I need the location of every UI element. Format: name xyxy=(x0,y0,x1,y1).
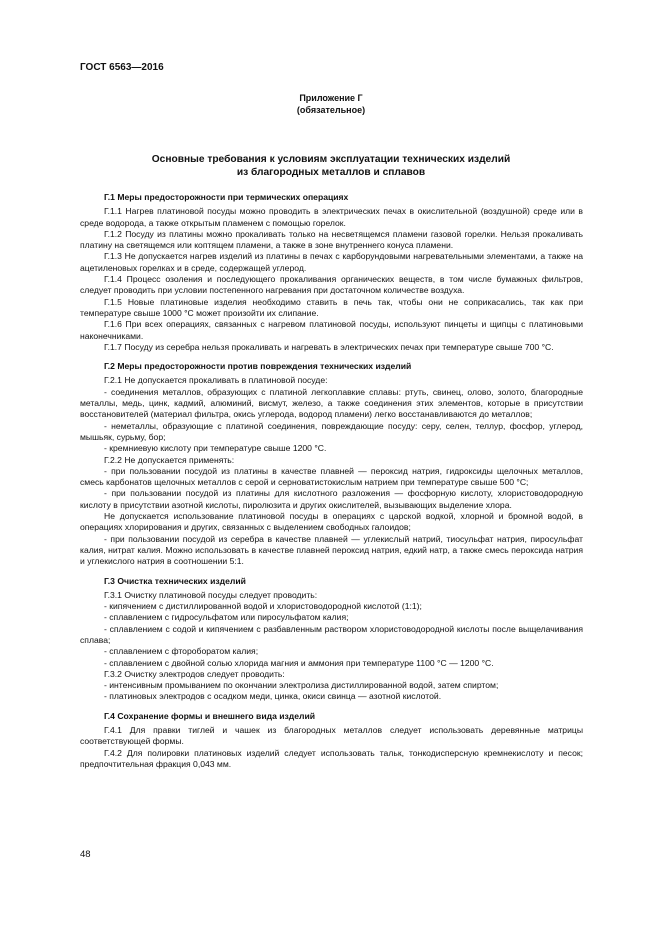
title-line-1: Основные требования к условиям эксплуатации технических изделий xyxy=(151,154,511,165)
list-item: - при пользовании посудой из платины в качестве плавней — пероксид натрия, гидроксиды щелочных металлов, смесь карбонатов щелочных металлов с серой и серноватистокислым натрием при температуре свыше 500 °С; xyxy=(80,465,583,488)
document-body xyxy=(80,192,583,770)
section-heading-g4: Г.4 Сохранение формы и внешнего вида изделий xyxy=(104,710,316,721)
list-item: - интенсивным промыванием по окончании электролиза дистиллированной водой, затем спиртом; xyxy=(104,680,499,691)
page-number: 48 xyxy=(80,849,91,860)
paragraph: Г.1.2 Посуду из платины можно прокаливать только на несветящемся пламени газовой горелки. Нельзя прокаливать платину на светящемся или коптящем пламени, а также в зоне внутреннего конуса пламени. xyxy=(80,228,583,251)
paragraph: Г.1.5 Новые платиновые изделия необходимо ставить в печь так, чтобы они не соприкасались, так как при температуре свыше 1000 °С может произойти их слипание. xyxy=(80,296,583,318)
appendix-title xyxy=(80,153,582,179)
appendix-heading xyxy=(80,92,582,116)
paragraph: Г.3.1 Очистку платиновой посуды следует проводить: xyxy=(104,589,318,600)
appendix-status: (обязательное) xyxy=(296,105,366,115)
list-item: - неметаллы, образующие с платиной соединения, повреждающие посуду: серу, селен, теллур, фосфор, углерод, мышьяк, сурьму, бор; xyxy=(80,420,583,442)
paragraph: Г.2.1 Не допускается прокаливать в платиновой посуде: xyxy=(104,375,328,386)
paragraph: Г.1.4 Процесс озоления и последующего прокаливания органических веществ, в том числе бумажных фильтров, следует проводить при условии постепенного нагревания при достаточном количестве воздуха. xyxy=(80,274,583,296)
paragraph: Г.2.2 Не допускается применять: xyxy=(104,454,235,465)
list-item: - кипячением с дистиллированной водой и хлористоводородной кислотой (1:1); xyxy=(104,601,422,612)
list-item: - кремниевую кислоту при температуре свыше 1200 °С. xyxy=(104,443,327,454)
list-item: - при пользовании посудой из серебра в качестве плавней — углекислый натрий, тиосульфат натрия, пиросульфат калия, нитрат калия. Можно использовать в качестве плавней пероксид натрия, едкий натр, а также смесь пероксида натрия и углекислого натрия в соотношении 5:1. xyxy=(80,533,583,567)
paragraph: Г.4.2 Для полировки платиновых изделий следует использовать тальк, тонкодисперсную кремнекислоту и песок; предпочтительная фракция 0,043 мм. xyxy=(80,747,583,769)
section-heading-g2: Г.2 Меры предосторожности против повреждения технических изделий xyxy=(104,361,412,372)
paragraph: Г.4.1 Для правки тиглей и чашек из благородных металлов следует использовать деревянные матрицы соответствующей формы. xyxy=(80,725,583,747)
paragraph: Г.1.6 При всех операциях, связанных с нагревом платиновой посуды, используют пинцеты и щипцы с платиновыми наконечниками. xyxy=(80,319,583,341)
paragraph: Г.3.2 Очистку электродов следует проводить: xyxy=(104,668,285,679)
list-item: - сплавлением с содой и кипячением с разбавленным раствором хлористоводородной кислоты после выщелачивания сплава; xyxy=(80,623,583,645)
section-heading-g1: Г.1 Меры предосторожности при термических операциях xyxy=(104,192,349,202)
list-item: - соединения металлов, образующих с платиной легкоплавкие сплавы: ртуть, свинец, олово, золото, благородные металлы, медь, цинк, кадмий, алюминий, висмут, железо, а также соединения этих элементов, которые в присутствии восстановителей (материал фильтра, окись углерода, водород пламени) легко восстанавливаются до металлов; xyxy=(80,386,583,420)
paragraph: Г.1.1 Нагрев платиновой посуды можно проводить в электрических печах в окислительной (воздушной) среде или в среде водорода, а также открытым пламенем с помощью горелок. xyxy=(80,206,583,228)
list-item: - при пользовании посудой из платины для кислотного разложения — фосфорную кислоту, хлористоводородную кислоту в присутствии азотной кислоты, пиролюзита и других окислителей, вызывающих выделение хлора. xyxy=(80,488,583,510)
paragraph: Г.1.3 Не допускается нагрев изделий из платины в печах с карборундовыми нагревательными элементами, а также на ацетиленовых горелках и в среде, содержащей углерод. xyxy=(80,251,583,273)
paragraph: Г.1.7 Посуду из серебра нельзя прокаливать и нагревать в электрических печах при температуре свыше 700 °С. xyxy=(104,341,554,352)
list-item: - сплавлением с гидросульфатом или пиросульфатом калия; xyxy=(104,612,349,623)
paragraph: Не допускается использование платиновой посуды в операциях с царской водкой, хлорной и бромной водой, в операциях хлорирования и других, связанных с выделением свободных галоидов; xyxy=(80,511,583,533)
list-item: - платиновых электродов с осадком меди, цинка, окиси свинца — азотной кислотой. xyxy=(104,691,442,702)
section-heading-g3: Г.3 Очистка технических изделий xyxy=(104,575,246,586)
standard-header: ГОСТ 6563—2016 xyxy=(80,62,164,73)
title-line-2: из благородных металлов и сплавов xyxy=(236,167,426,178)
appendix-label: Приложение Г xyxy=(299,93,363,103)
list-item: - сплавлением с фтороборатом калия; xyxy=(104,646,259,657)
list-item: - сплавлением с двойной солью хлорида магния и аммония при температуре 1100 °С — 1200 °С. xyxy=(104,657,494,668)
